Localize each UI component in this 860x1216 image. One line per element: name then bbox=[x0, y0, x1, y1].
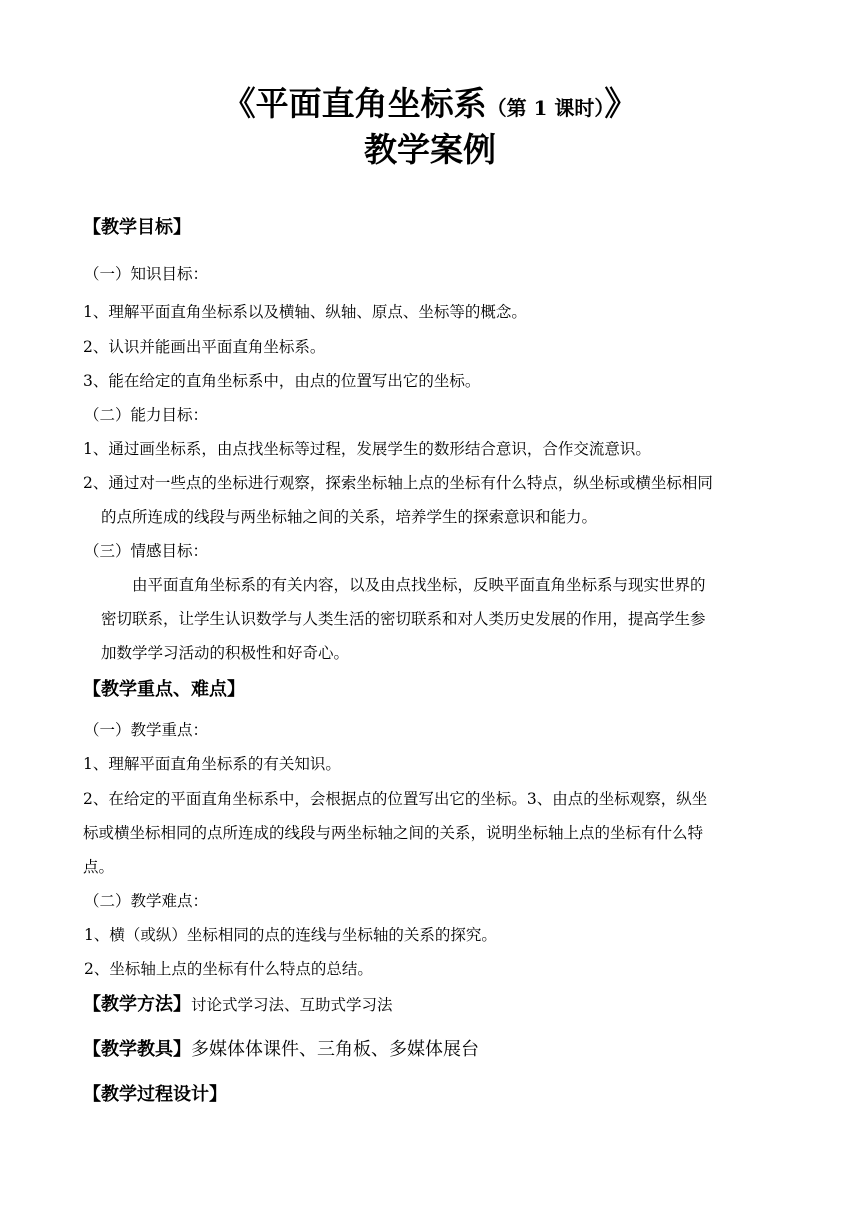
method-row bbox=[83, 993, 783, 1017]
knowledge-item: 1、理解平面直角坐标系以及横轴、纵轴、原点、坐标等的概念。 bbox=[83, 303, 527, 321]
section-heading-process: 【教学过程设计】 bbox=[83, 1084, 227, 1105]
section-heading-tools: 【教学教具】 bbox=[83, 1039, 191, 1060]
tools-text: 多媒体体课件、三角板、多媒体展台 bbox=[191, 1039, 479, 1060]
focus-line: 2、在给定的平面直角坐标系中，会根据点的位置写出它的坐标。3、由点的坐标观察，纵坐 bbox=[83, 790, 708, 808]
ability-item: 1、通过画坐标系，由点找坐标等过程，发展学生的数形结合意识，合作交流意识。 bbox=[83, 440, 651, 458]
difficulty-item: 2、坐标轴上点的坐标有什么特点的总结。 bbox=[84, 960, 373, 978]
emotion-paragraph-line: 加数学学习活动的积极性和好奇心。 bbox=[101, 644, 350, 662]
method-text: 讨论式学习法、互助式学习法 bbox=[191, 996, 393, 1014]
title-main: 《平面直角坐标系 bbox=[222, 84, 487, 123]
ability-heading: （二）能力目标： bbox=[84, 406, 209, 424]
ability-item: 2、通过对一些点的坐标进行观察，探索坐标轴上点的坐标有什么特点，纵坐标或横坐标相同 bbox=[83, 474, 713, 492]
title-subtitle: （第 1 课时） bbox=[486, 96, 605, 120]
difficulty-item: 1、横（或纵）坐标相同的点的连线与坐标轴的关系的探究。 bbox=[84, 926, 497, 944]
section-heading-key-points: 【教学重点、难点】 bbox=[83, 679, 245, 700]
knowledge-item: 2、认识并能画出平面直角坐标系。 bbox=[83, 338, 326, 356]
emotion-paragraph-line: 由平面直角坐标系的有关内容，以及由点找坐标，反映平面直角坐标系与现实世界的 bbox=[132, 576, 706, 594]
tools-row bbox=[83, 1038, 783, 1062]
focus-line: 标或横坐标相同的点所连成的线段与两坐标轴之间的关系，说明坐标轴上点的坐标有什么特 bbox=[83, 824, 704, 842]
section-heading-objectives: 【教学目标】 bbox=[83, 217, 191, 238]
title-close: 》 bbox=[604, 84, 638, 123]
focus-line: 1、理解平面直角坐标系的有关知识。 bbox=[83, 755, 341, 773]
emotion-paragraph-line: 密切联系，让学生认识数学与人类生活的密切联系和对人类历史发展的作用，提高学生参 bbox=[101, 610, 706, 628]
ability-item-continuation: 的点所连成的线段与两坐标轴之间的关系，培养学生的探索意识和能力。 bbox=[101, 508, 598, 526]
document-title bbox=[0, 82, 860, 130]
section-heading-method: 【教学方法】 bbox=[83, 994, 191, 1015]
knowledge-heading: （一）知识目标： bbox=[84, 265, 209, 283]
focus-line: 点。 bbox=[83, 858, 115, 876]
emotion-heading: （三）情感目标： bbox=[84, 542, 209, 560]
knowledge-item: 3、能在给定的直角坐标系中，由点的位置写出它的坐标。 bbox=[83, 372, 481, 390]
focus-heading: （一）教学重点： bbox=[84, 721, 209, 739]
difficulty-heading: （二）教学难点： bbox=[84, 892, 209, 910]
document-title-line2: 教学案例 bbox=[364, 130, 496, 169]
